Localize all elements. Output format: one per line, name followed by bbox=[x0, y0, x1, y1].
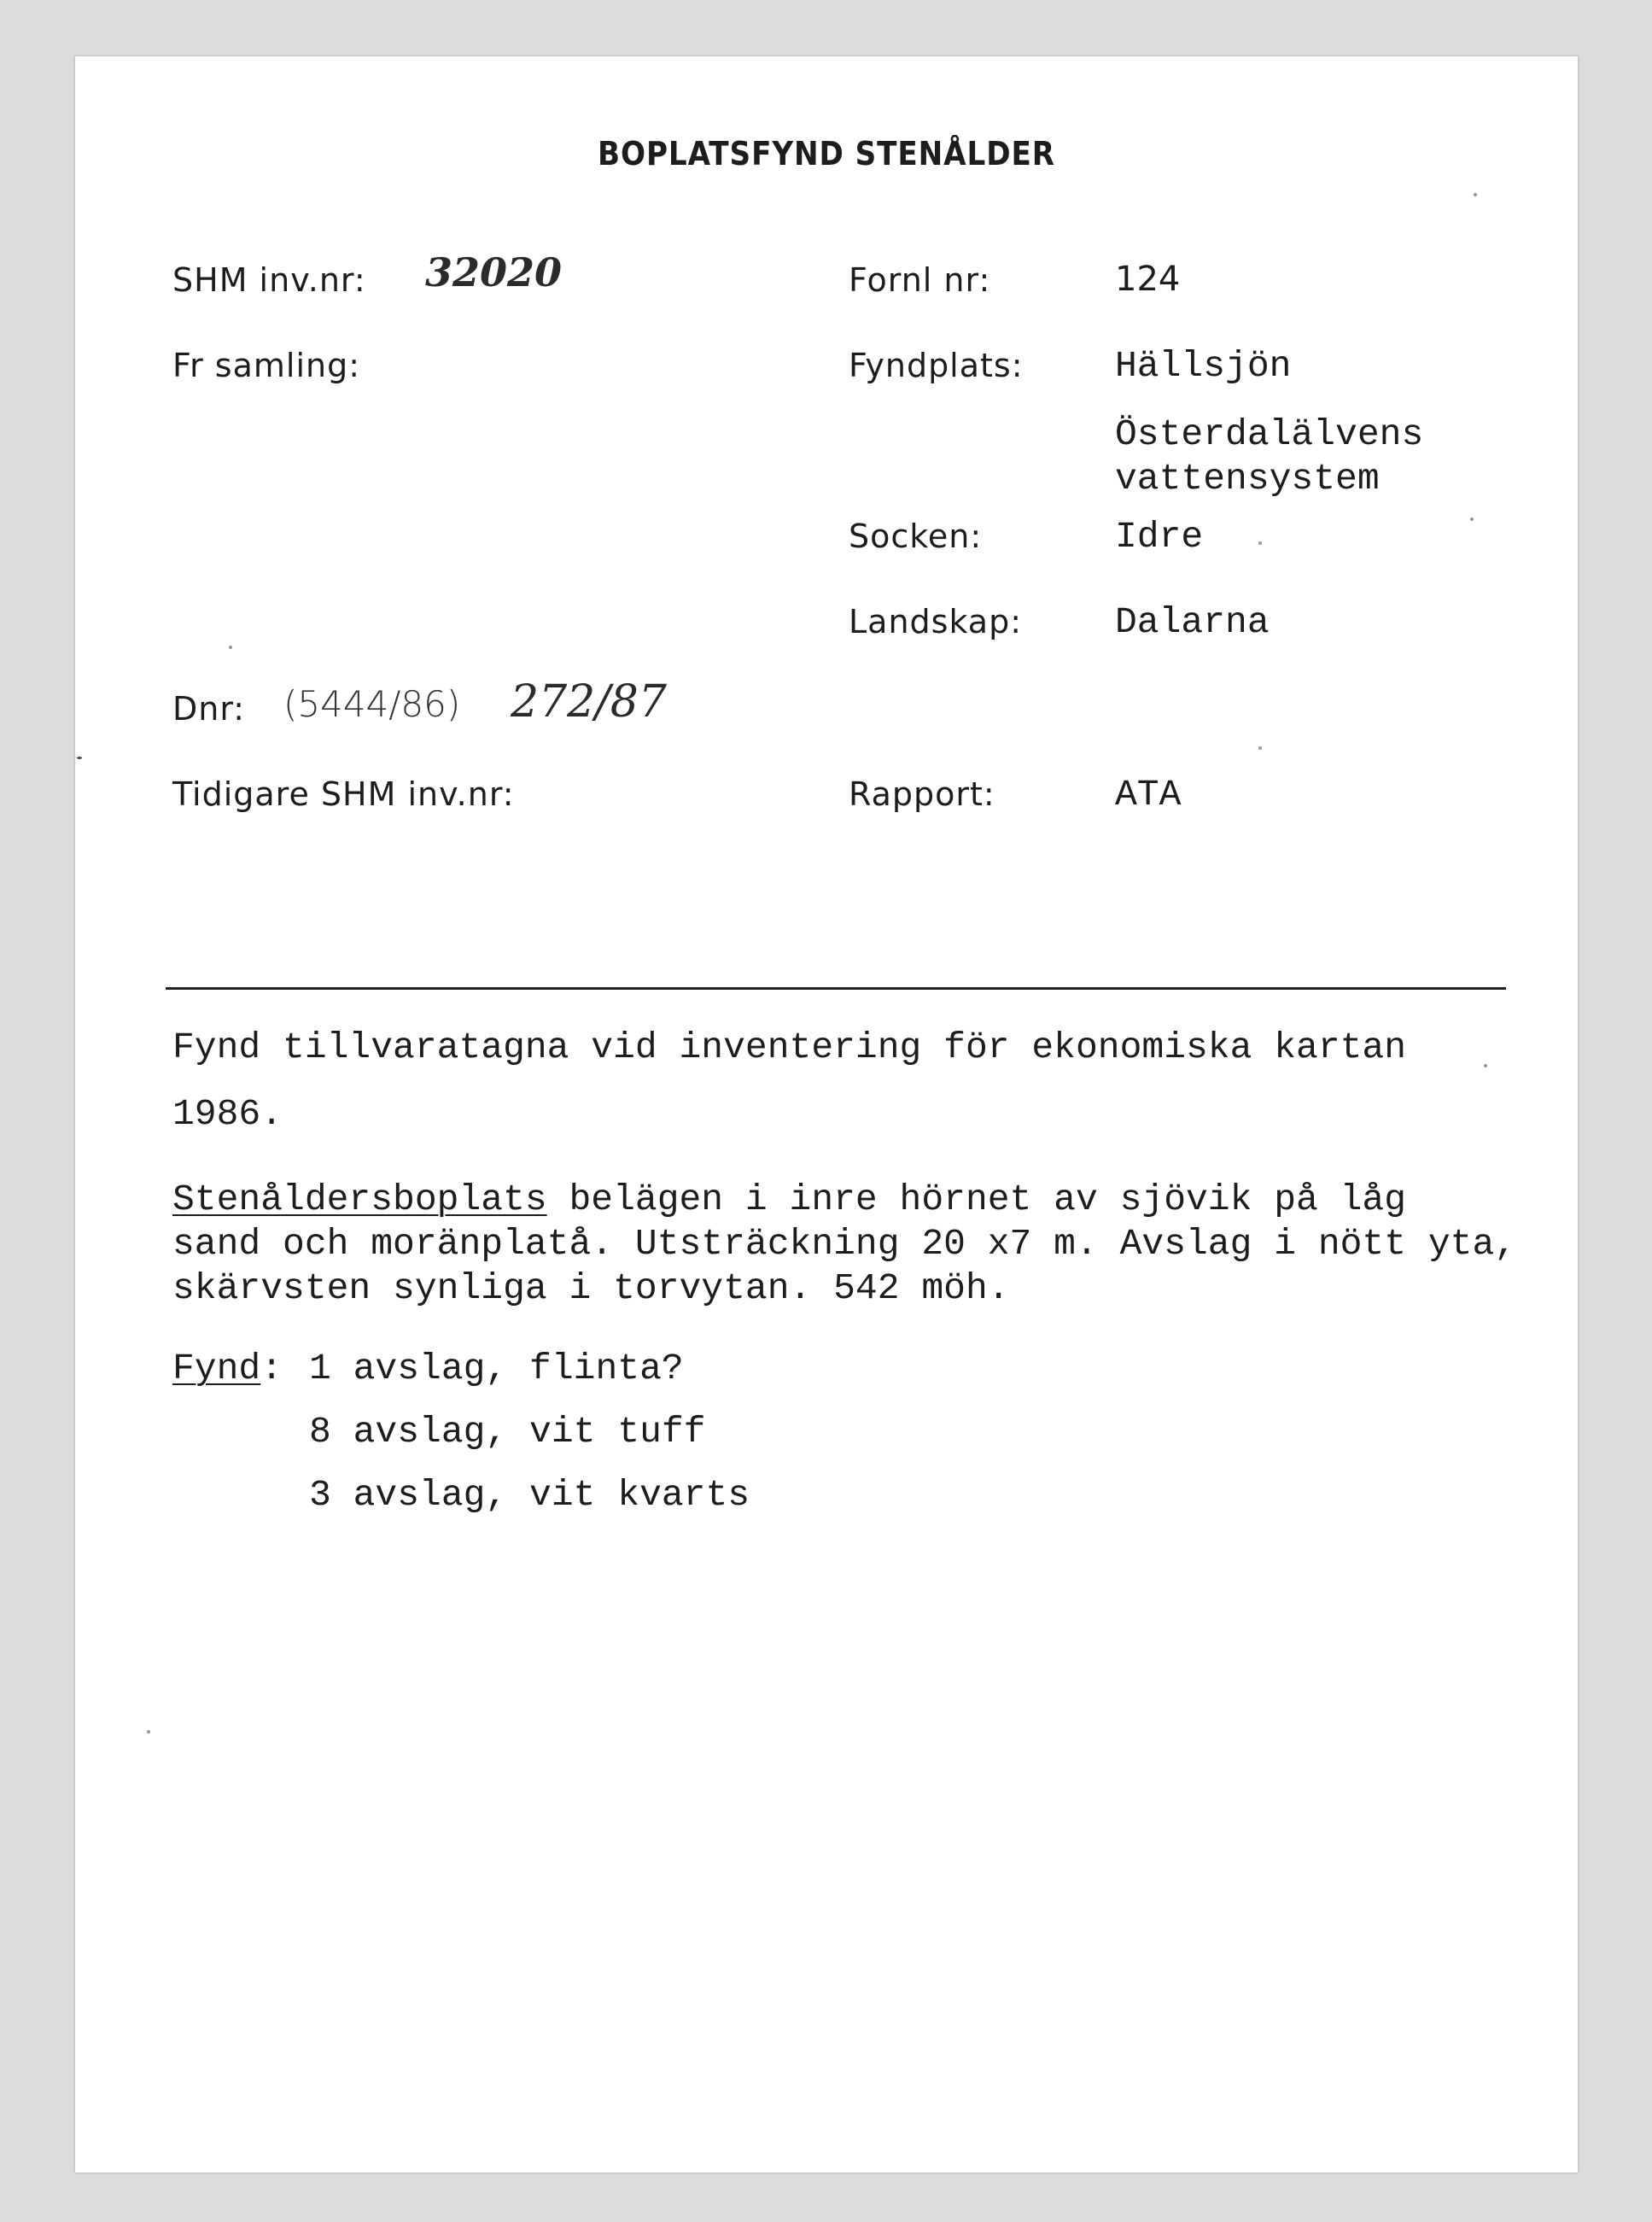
fyndplats-label: Fyndplats: bbox=[849, 347, 1024, 384]
fyndplats-value-1: Hällsjön bbox=[1115, 345, 1292, 387]
para2-line1-rest: belägen i inre hörnet av sjövik på låg bbox=[546, 1178, 1407, 1220]
fr-samling-label: Fr samling: bbox=[172, 347, 361, 384]
para2-line1 bbox=[172, 1178, 1406, 1220]
shm-inv-label: SHM inv.nr: bbox=[172, 261, 366, 299]
shm-inv-value: 32020 bbox=[425, 249, 563, 295]
para2-line2: sand och moränplatå. Utsträckning 20 x7 m. Avslag i nött yta, bbox=[172, 1223, 1517, 1265]
horizontal-rule bbox=[166, 987, 1506, 990]
socken-value: Idre bbox=[1115, 516, 1204, 558]
scan-speck bbox=[1258, 541, 1262, 545]
fynd-item-1: 1 avslag, flinta? bbox=[309, 1348, 684, 1389]
dnr-value-typed: (5444/86) bbox=[283, 683, 461, 725]
para2-line3: skärvsten synliga i torvytan. 542 möh. bbox=[172, 1267, 1010, 1309]
tidigare-inv-label: Tidigare SHM inv.nr: bbox=[172, 775, 515, 813]
scan-speck bbox=[147, 1730, 150, 1734]
fynd-heading bbox=[172, 1348, 283, 1389]
fornl-value: 124 bbox=[1115, 260, 1181, 299]
fynd-item-2: 8 avslag, vit tuff bbox=[309, 1411, 706, 1453]
rapport-label: Rapport: bbox=[849, 775, 995, 813]
fyndplats-value-2: Österdalälvens bbox=[1115, 413, 1424, 455]
archive-card bbox=[75, 56, 1578, 2172]
scan-speck bbox=[1474, 193, 1477, 196]
fynd-label: Fynd bbox=[172, 1348, 261, 1389]
card-title: BOPLATSFYND STENÅLDER bbox=[598, 135, 1056, 172]
fornl-label: Fornl nr: bbox=[849, 261, 991, 299]
para1-line2: 1986. bbox=[172, 1093, 283, 1135]
dnr-label: Dnr: bbox=[172, 690, 246, 728]
scan-speck bbox=[1470, 517, 1474, 521]
dnr-value-handwritten: 272/87 bbox=[511, 676, 667, 728]
landskap-label: Landskap: bbox=[849, 603, 1023, 640]
para2-underlined-term: Stenåldersboplats bbox=[172, 1178, 547, 1220]
socken-label: Socken: bbox=[849, 517, 983, 555]
rapport-value: ATA bbox=[1115, 774, 1182, 816]
para1-line1: Fynd tillvaratagna vid inventering för ekonomiska kartan bbox=[172, 1026, 1407, 1068]
scan-speck bbox=[77, 757, 82, 759]
fyndplats-value-3: vattensystem bbox=[1115, 458, 1380, 500]
scan-speck bbox=[1258, 746, 1262, 750]
scan-speck bbox=[229, 646, 232, 649]
fynd-item-3: 3 avslag, vit kvarts bbox=[309, 1474, 750, 1516]
scan-speck bbox=[1484, 1064, 1487, 1067]
landskap-value: Dalarna bbox=[1115, 601, 1270, 643]
fynd-colon: : bbox=[260, 1348, 283, 1389]
